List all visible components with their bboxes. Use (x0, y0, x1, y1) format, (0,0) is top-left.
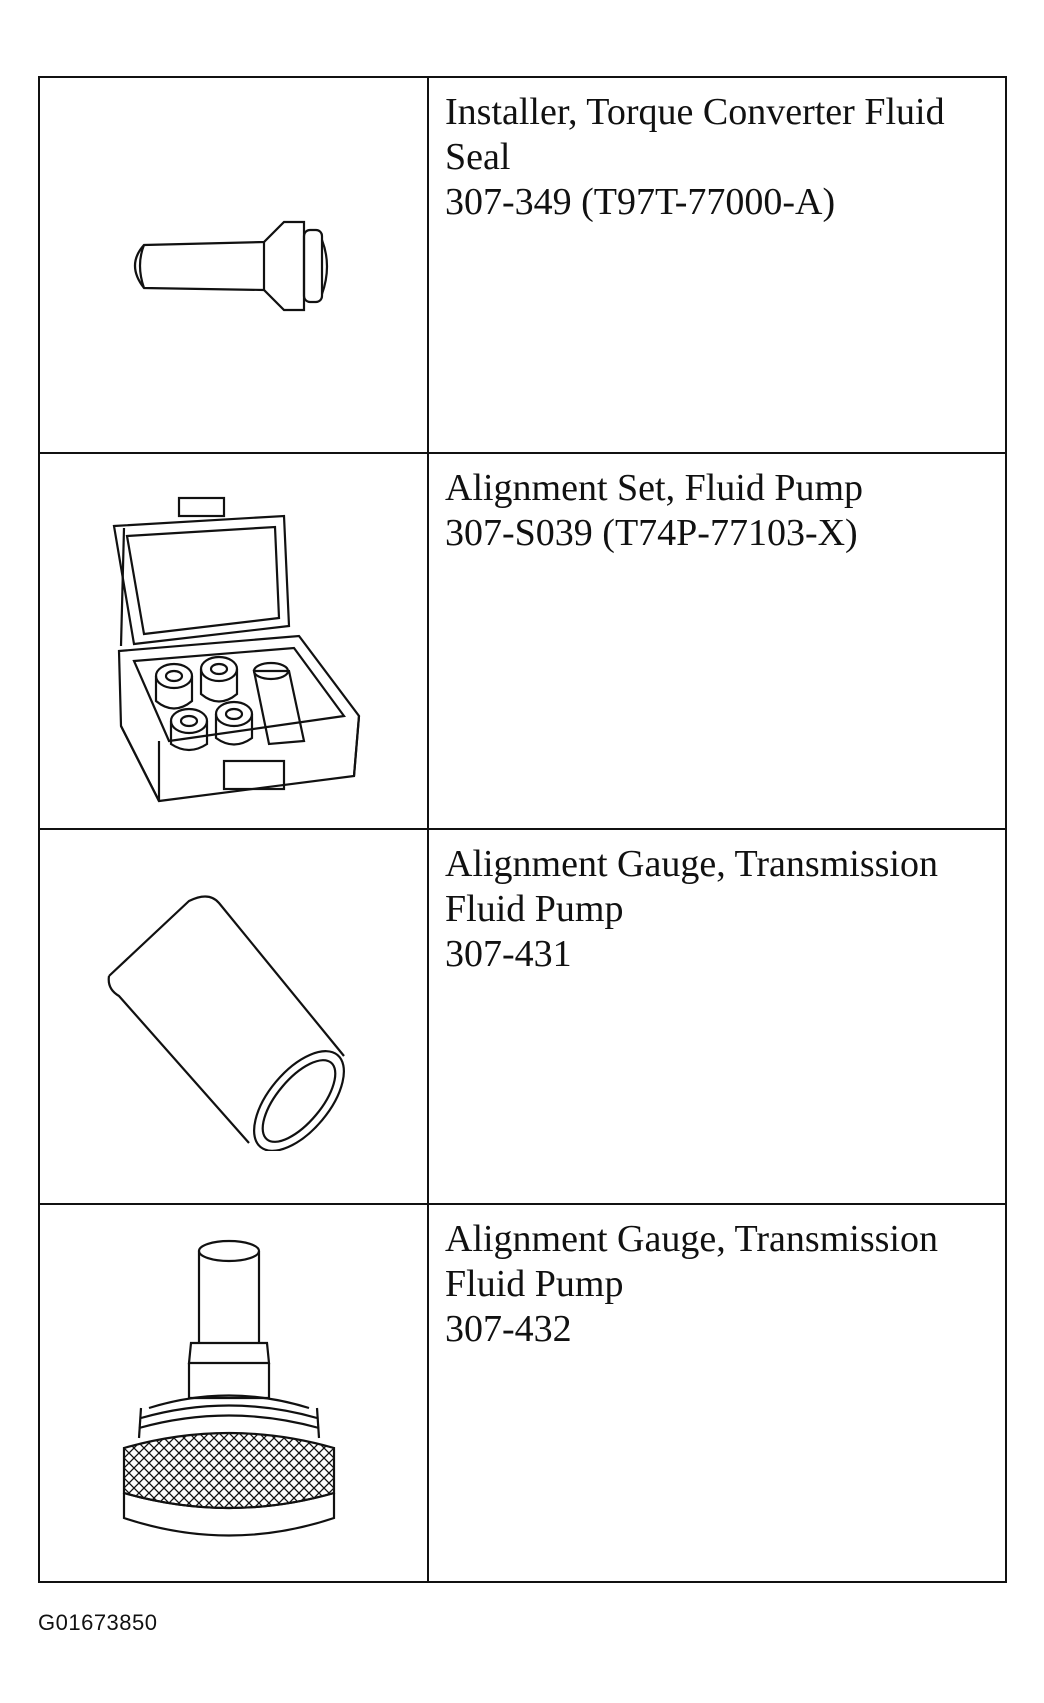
knurled-gauge-icon (119, 1233, 349, 1553)
tool-illustration-cell (40, 1205, 429, 1581)
figure-id: G01673850 (38, 1610, 158, 1635)
tool-description-cell (429, 78, 1005, 454)
tool-name-line: Fluid Pump (445, 887, 624, 930)
tool-number-line: 307-S039 (T74P-77103-X) (445, 511, 858, 554)
tool-illustration-cell (40, 454, 429, 830)
tool-name-line: Fluid Pump (445, 1263, 624, 1306)
tool-illustration-cell (40, 830, 429, 1206)
tool-description-cell (429, 830, 1005, 1206)
tool-illustration-cell (40, 78, 429, 454)
tool-name-line: Installer, Torque Converter Fluid (445, 91, 945, 133)
tool-name-line: Seal (445, 136, 511, 178)
tool-number-line: 307-349 (T97T-77000-A) (445, 181, 836, 223)
tool-name-line: Alignment Gauge, Transmission (445, 842, 938, 885)
special-tools-table (38, 76, 1007, 1583)
tool-name-line: Alignment Gauge, Transmission (445, 1218, 938, 1261)
tool-description-cell (429, 1205, 1005, 1581)
tool-description-cell (429, 454, 1005, 830)
alignment-set-case-icon (89, 476, 379, 806)
tool-number-line: 307-432 (445, 1308, 572, 1351)
sleeve-gauge-icon (99, 881, 369, 1151)
tool-number-line: 307-431 (445, 932, 572, 975)
seal-installer-icon (114, 210, 354, 320)
tool-name-line: Alignment Set, Fluid Pump (445, 466, 864, 509)
